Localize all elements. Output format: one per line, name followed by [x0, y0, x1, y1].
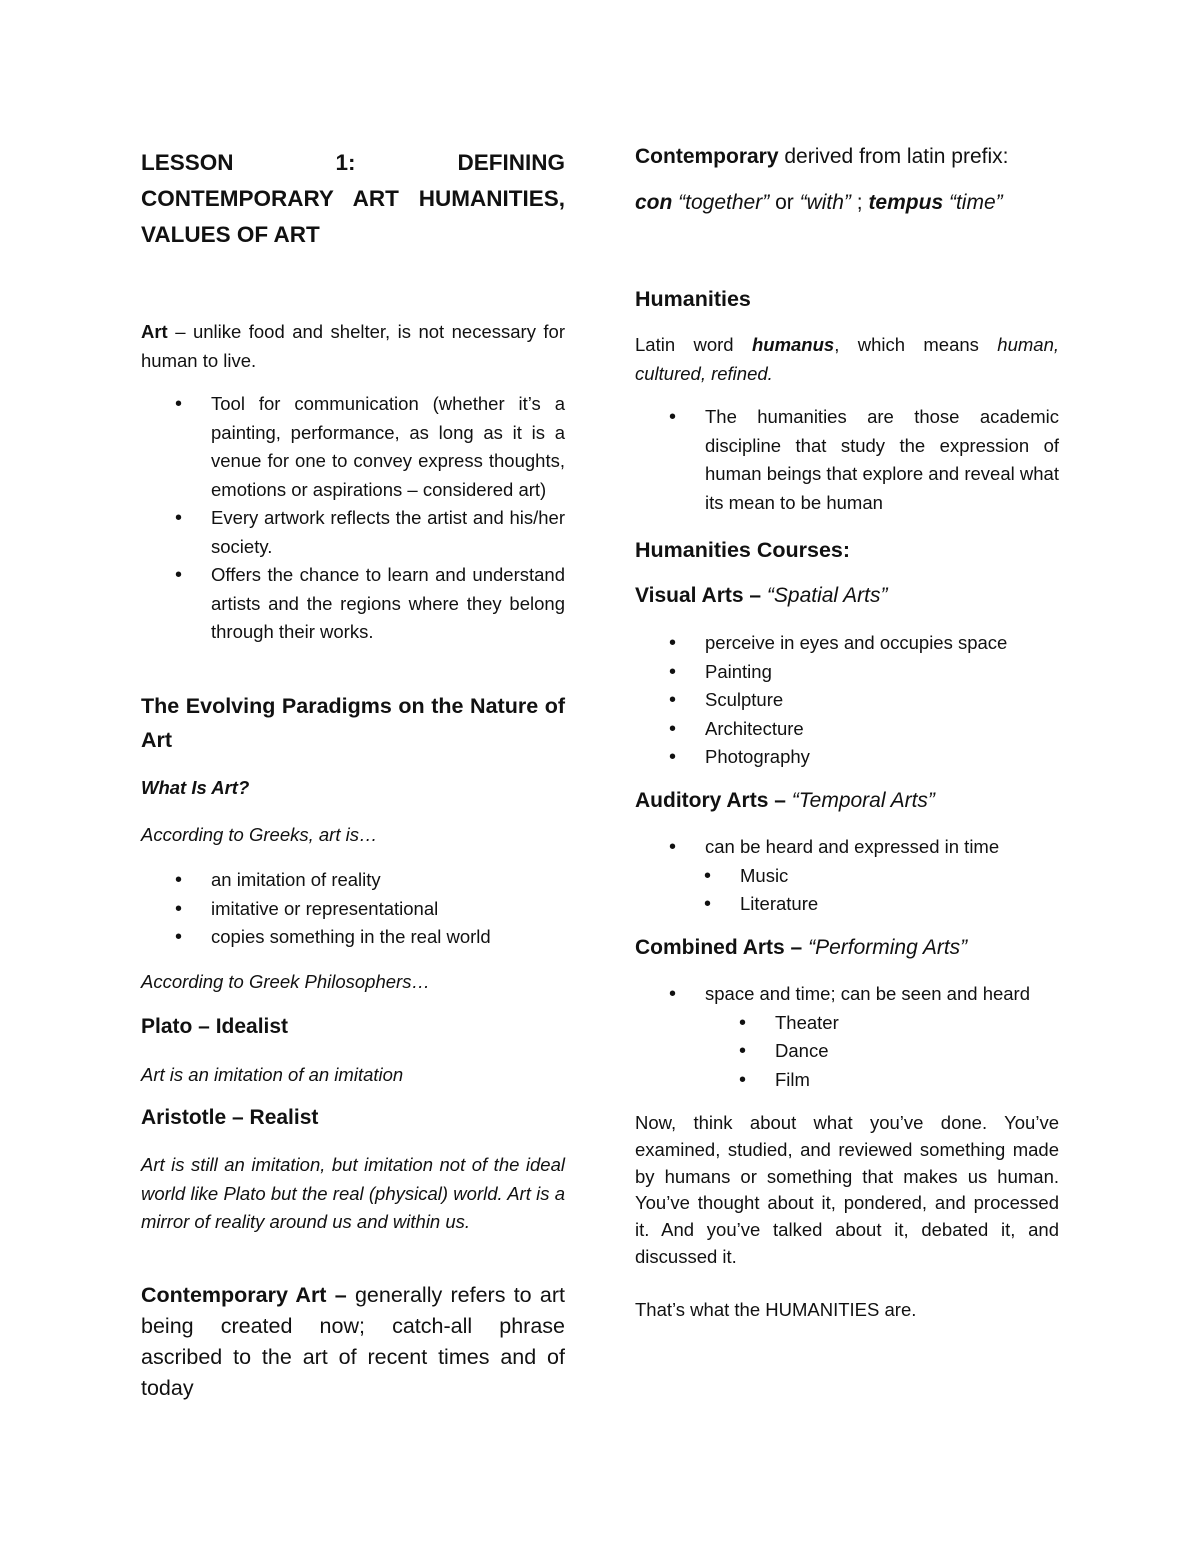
etym-rest: derived from latin prefix: — [778, 145, 1009, 168]
list-item: • Offers the chance to learn and understand artists and the regions where they belong through their works. — [141, 561, 565, 647]
art-term: Art — [141, 321, 168, 342]
etym-term: Contemporary — [635, 145, 779, 168]
paradigms-heading: The Evolving Paradigms on the Nature of Art — [141, 694, 565, 752]
closing-line: That’s what the HUMANITIES are. — [635, 1299, 917, 1320]
tempus-meaning: “time” — [943, 191, 1003, 214]
list-item: • imitative or representational — [141, 895, 565, 924]
list-item: • Literature — [635, 890, 1059, 919]
aristotle-heading: Aristotle – Realist — [141, 1106, 319, 1129]
humanities-definition — [635, 331, 1059, 388]
list-item: • Dance — [635, 1037, 1059, 1066]
auditory-arts-heading — [635, 786, 935, 816]
list-item: • Sculpture — [635, 686, 1059, 715]
title-rest: CONTEMPORARY ART HUMANITIES, VALUES OF ART — [141, 186, 565, 247]
list-item: • Film — [635, 1066, 1059, 1095]
or-word: or — [769, 191, 800, 214]
humanities-heading: Humanities — [635, 287, 751, 311]
auditory-label: Auditory Arts – — [635, 789, 786, 812]
title-word: 1: — [335, 150, 356, 175]
etymology-roots — [635, 188, 1059, 218]
humanities-bullets — [635, 403, 1059, 517]
art-bullets — [141, 390, 565, 647]
list-item: • Photography — [635, 743, 1059, 772]
greeks-bullets — [141, 866, 565, 952]
list-item: • perceive in eyes and occupies space — [635, 629, 1059, 658]
list-item: • space and time; can be seen and heard — [635, 980, 1059, 1009]
what-is-art: What Is Art? — [141, 777, 250, 798]
list-item: • Music — [635, 862, 1059, 891]
contemporary-term: Contemporary Art – — [141, 1283, 347, 1307]
list-item: • can be heard and expressed in time — [635, 833, 1059, 862]
latin-mid: , which means — [834, 334, 998, 355]
combined-label: Combined Arts – — [635, 936, 803, 959]
separator: ; — [850, 191, 869, 214]
visual-label: Visual Arts – — [635, 584, 762, 607]
title-word: DEFINING — [457, 150, 565, 175]
title-line-1 — [141, 145, 565, 181]
plato-text: Art is an imitation of an imitation — [141, 1064, 404, 1085]
latin-prefix: Latin word — [635, 334, 752, 355]
art-definition — [141, 318, 565, 375]
list-item: • Tool for communication (whether it’s a painting, performance, as long as it is a venue for one to convey express thoughts, emotions or aspirations – considered art) — [141, 390, 565, 504]
with-word: “with” — [799, 191, 851, 214]
auditory-bullets — [635, 833, 1059, 919]
auditory-alias: “Temporal Arts” — [785, 789, 935, 812]
combined-bullets — [635, 980, 1059, 1094]
visual-bullets — [635, 629, 1059, 772]
list-item: • The humanities are those academic discipline that study the expression of human beings that explore and reveal what its mean to be human — [635, 403, 1059, 517]
list-item: • Every artwork reflects the artist and his/her society. — [141, 504, 565, 561]
con-word: con — [635, 191, 673, 214]
plato-heading: Plato – Idealist — [141, 1015, 289, 1038]
visual-arts-heading — [635, 581, 887, 611]
list-item: • an imitation of reality — [141, 866, 565, 895]
art-def: – unlike food and shelter, is not necessary for human to live. — [141, 321, 565, 371]
list-item: • copies something in the real world — [141, 923, 565, 952]
courses-heading: Humanities Courses: — [635, 538, 851, 562]
contemporary-def: generally refers to art being created now; catch-all phrase ascribed to the art of recent times and of today — [141, 1283, 566, 1400]
list-item: • Painting — [635, 658, 1059, 687]
list-item: • Theater — [635, 1009, 1059, 1038]
aristotle-text: Art is still an imitation, but imitation not of the ideal world like Plato but the real (physical) world. Art is a mirror of reality around us and within us. — [141, 1154, 565, 1232]
combined-alias: “Performing Arts” — [802, 936, 968, 959]
etymology-line — [635, 142, 1059, 172]
lesson-title — [141, 145, 565, 253]
contemporary-art-definition — [141, 1280, 565, 1404]
visual-alias: “Spatial Arts” — [761, 584, 888, 607]
con-meaning: “together” — [672, 191, 770, 214]
tempus-word: tempus — [868, 191, 944, 214]
philosophers-intro: According to Greek Philosophers… — [141, 971, 430, 992]
combined-arts-heading — [635, 933, 967, 963]
greeks-intro: According to Greeks, art is… — [141, 824, 378, 845]
latin-meaning: human, cultured, refined. — [635, 334, 1060, 384]
humanus-word: humanus — [751, 334, 835, 355]
list-item: • Architecture — [635, 715, 1059, 744]
title-word: LESSON — [141, 150, 234, 175]
closing-paragraph: Now, think about what you’ve done. You’ve examined, studied, and reviewed something made by humans or something that makes us human. You’ve thought about it, pondered, and processed it. And you’ve talked about it, debated it, and discussed it. — [635, 1112, 1059, 1267]
